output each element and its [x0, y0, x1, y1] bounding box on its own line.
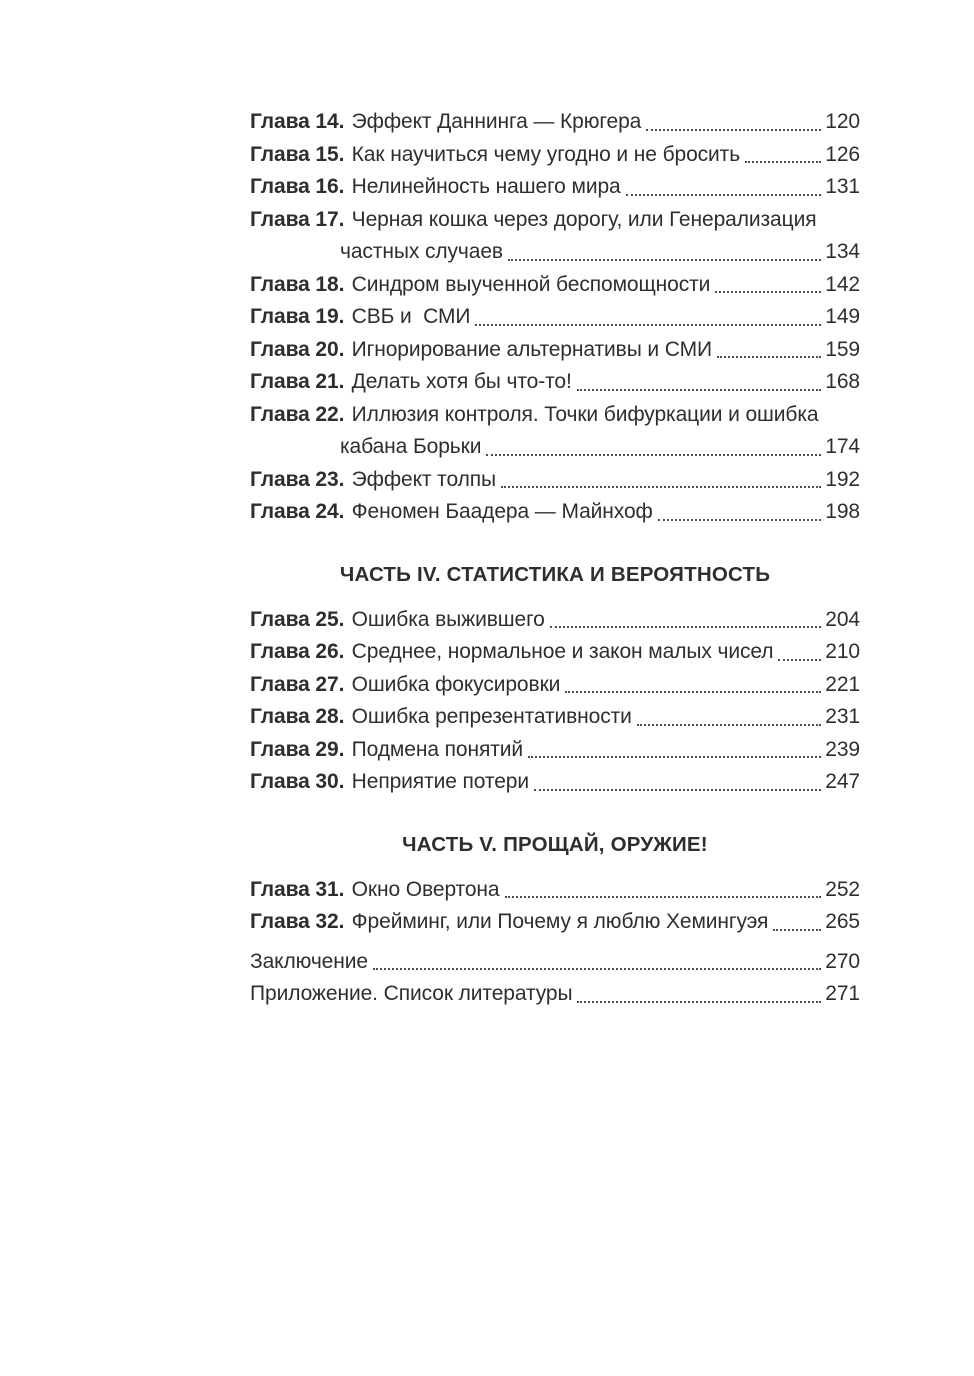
- chapter-title: Среднее, нормальное и закон малых чисел: [351, 640, 774, 663]
- dot-leader: [778, 659, 821, 661]
- toc-entry: [250, 301, 860, 334]
- chapter-label: Глава 19.: [250, 305, 345, 328]
- dot-leader: [745, 161, 821, 163]
- page-number: 265: [825, 910, 860, 933]
- dot-leader: [528, 756, 821, 758]
- page-number: 142: [825, 272, 860, 296]
- chapter-title: Нелинейность нашего мира: [351, 175, 621, 198]
- dot-leader: [534, 789, 821, 791]
- toc-entry: [250, 766, 860, 799]
- dot-leader: [646, 129, 821, 131]
- dot-leader: [501, 486, 821, 488]
- dot-leader: [577, 389, 822, 391]
- chapter-title: Игнорирование альтернативы и СМИ: [351, 337, 713, 361]
- toc-entry: [250, 496, 860, 529]
- toc-section: [250, 106, 860, 529]
- chapter-label: Глава 28.: [250, 705, 345, 728]
- toc-entry: [250, 139, 860, 172]
- entry-title: Заключение: [250, 949, 368, 973]
- chapter-label: Глава 16.: [250, 175, 345, 198]
- chapter-label: Глава 30.: [250, 770, 345, 793]
- chapter-title: СВБ и СМИ: [351, 305, 471, 328]
- chapter-title: Как научиться чему угодно и не бросить: [351, 142, 741, 166]
- page-number: 120: [825, 110, 860, 133]
- chapter-label: Глава 17.: [250, 207, 345, 231]
- page-number: 271: [825, 982, 860, 1005]
- page-number: 247: [825, 770, 860, 793]
- chapter-label: Глава 32.: [250, 910, 345, 933]
- chapter-title-continued: кабана Борьки: [340, 435, 482, 458]
- dot-leader: [715, 291, 821, 293]
- chapter-label: Глава 21.: [250, 370, 345, 393]
- page-number: 239: [825, 737, 860, 761]
- toc-entry: [250, 204, 860, 269]
- toc-entry: [250, 636, 860, 669]
- page-number: 221: [825, 672, 860, 696]
- chapter-label: Глава 26.: [250, 640, 345, 663]
- page-number: 210: [825, 640, 860, 663]
- toc-entry: [250, 106, 860, 139]
- dot-leader: [550, 626, 821, 628]
- chapter-title: Подмена понятий: [351, 737, 524, 761]
- chapter-label: Глава 25.: [250, 607, 345, 631]
- dot-leader: [508, 259, 821, 261]
- dot-leader: [626, 194, 822, 196]
- chapter-label: Глава 24.: [250, 500, 345, 523]
- page-number: 204: [825, 607, 860, 631]
- page-number: 131: [825, 175, 860, 198]
- dot-leader: [577, 1001, 821, 1003]
- chapter-title: Фрейминг, или Почему я люблю Хемингуэя: [351, 910, 769, 933]
- table-of-contents: [250, 106, 860, 1011]
- toc-entry: [250, 669, 860, 702]
- chapter-label: Глава 31.: [250, 877, 345, 901]
- page-number: 134: [825, 240, 860, 263]
- chapter-title: Ошибка фокусировки: [351, 672, 561, 696]
- dot-leader: [486, 454, 821, 456]
- toc-section: [250, 946, 860, 1011]
- chapter-title: Эффект толпы: [351, 467, 496, 491]
- toc-section: [250, 559, 860, 799]
- page-number: 231: [825, 705, 860, 728]
- toc-entry: [250, 874, 860, 907]
- page-number: 174: [825, 435, 860, 458]
- entry-title: Приложение. Список литературы: [250, 982, 573, 1005]
- chapter-title: Ошибка репрезентативности: [351, 705, 632, 728]
- chapter-title: Иллюзия контроля. Точки бифуркации и ошибка: [351, 402, 819, 426]
- page-number: 270: [825, 949, 860, 973]
- dot-leader: [773, 929, 821, 931]
- toc-entry: [250, 366, 860, 399]
- page-number: 126: [825, 142, 860, 166]
- dot-leader: [373, 968, 821, 970]
- dot-leader: [637, 724, 821, 726]
- chapter-title: Окно Овертона: [351, 877, 500, 901]
- toc-entry: [250, 334, 860, 367]
- toc-entry: [250, 906, 860, 939]
- chapter-label: Глава 22.: [250, 402, 345, 426]
- chapter-title: Неприятие потери: [351, 770, 529, 793]
- dot-leader: [505, 896, 822, 898]
- chapter-label: Глава 23.: [250, 467, 345, 491]
- toc-entry: [250, 399, 860, 464]
- chapter-title: Делать хотя бы что-то!: [351, 370, 572, 393]
- section-heading: ЧАСТЬ V. ПРОЩАЙ, ОРУЖИЕ!: [402, 832, 708, 856]
- chapter-label: Глава 27.: [250, 672, 345, 696]
- dot-leader: [565, 691, 821, 693]
- dot-leader: [658, 519, 822, 521]
- chapter-label: Глава 14.: [250, 110, 345, 133]
- page-number: 252: [825, 877, 860, 901]
- section-heading: ЧАСТЬ IV. СТАТИСТИКА И ВЕРОЯТНОСТЬ: [339, 562, 771, 586]
- toc-entry: [250, 269, 860, 302]
- toc-entry: [250, 701, 860, 734]
- toc-section: [250, 829, 860, 939]
- chapter-title-continued: частных случаев: [340, 240, 503, 263]
- chapter-label: Глава 20.: [250, 337, 345, 361]
- dot-leader: [717, 356, 821, 358]
- chapter-title: Эффект Даннинга — Крюгера: [351, 110, 642, 133]
- toc-entry: [250, 604, 860, 637]
- page-number: 159: [825, 337, 860, 361]
- page-number: 149: [825, 305, 860, 328]
- chapter-label: Глава 15.: [250, 142, 345, 166]
- toc-entry: [250, 464, 860, 497]
- chapter-title: Синдром выученной беспомощности: [351, 272, 711, 296]
- page-number: 198: [825, 500, 860, 523]
- chapter-label: Глава 18.: [250, 272, 345, 296]
- page-number: 168: [825, 370, 860, 393]
- toc-entry: [250, 734, 860, 767]
- chapter-title: Феномен Баадера — Майнхоф: [351, 500, 653, 523]
- toc-entry: [250, 946, 860, 979]
- page-number: 192: [825, 467, 860, 491]
- dot-leader: [475, 324, 821, 326]
- toc-entry: [250, 171, 860, 204]
- chapter-label: Глава 29.: [250, 737, 345, 761]
- chapter-title: Ошибка выжившего: [351, 607, 545, 631]
- toc-entry: [250, 978, 860, 1011]
- chapter-title: Черная кошка через дорогу, или Генерализация: [351, 207, 817, 231]
